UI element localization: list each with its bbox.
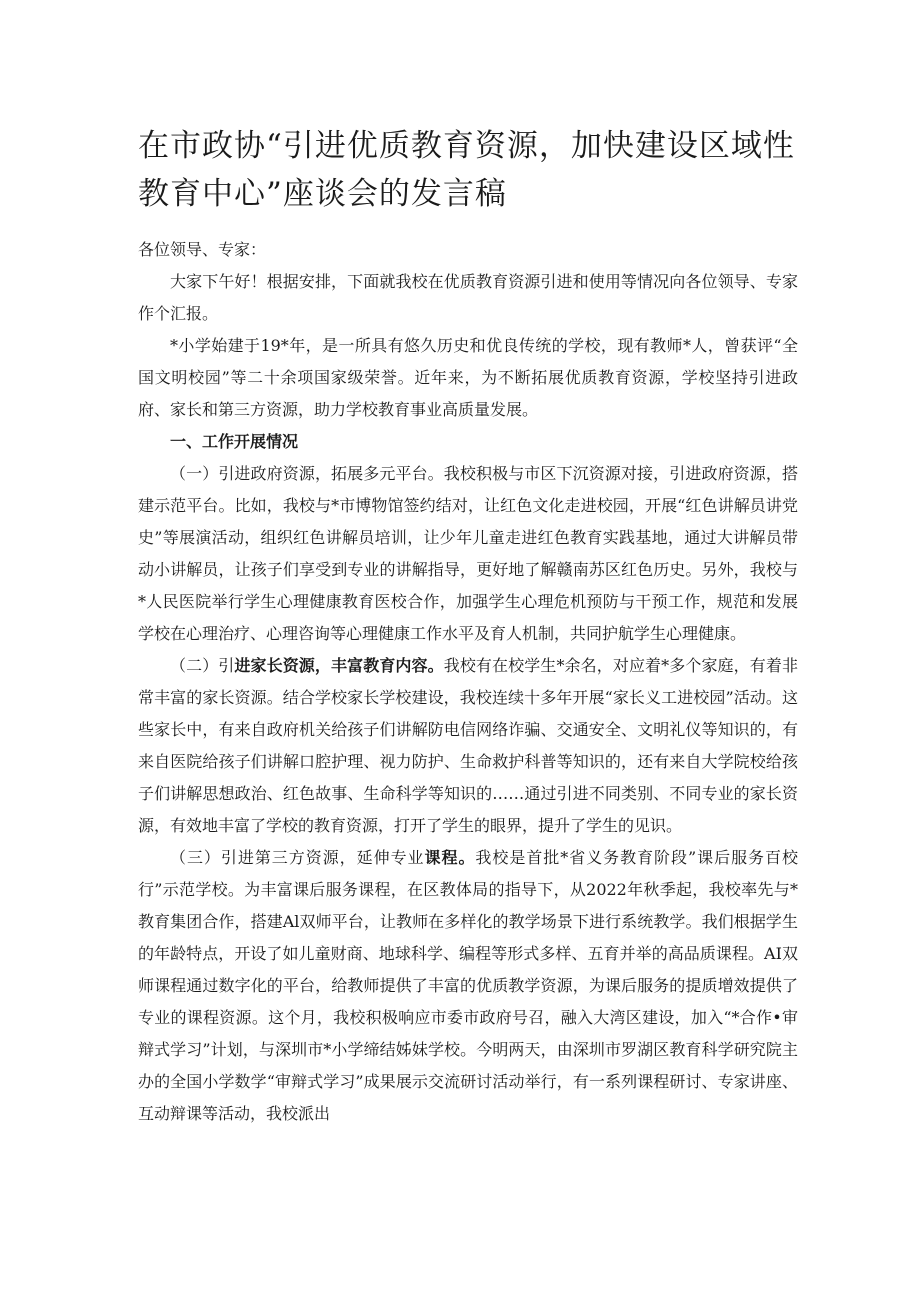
item-parent-prefix: （二）引 (170, 656, 235, 675)
salutation: 各位领导、专家： (138, 240, 267, 259)
document-title: 在市政协“引进优质教育资源，加快建设区域性教育中心”座谈会的发言稿 (138, 128, 795, 212)
intro-paragraph: *小学始建于19*年，是一所具有悠久历史和优良传统的学校，现有教师*人，曾获评“全国文明校园”等二十余项国家级荣誉。近年来，为不断拓展优质教育资源，学校坚持引进政府、家长和第三方资源，助力学校教育事业高质量发展。 (138, 336, 798, 419)
greeting-paragraph: 大家下午好！根据安排，下面就我校在优质教育资源引进和使用等情况向各位领导、专家作个汇报。 (138, 272, 798, 323)
item-third-party-rest: 我校是首批*省义务教育阶段”课后服务百校行”示范学校。为丰富课后服务课程，在区教体局的指导下，从2022年秋季起，我校率先与*教育集团合作，搭建Al双师平台，让教师在多样化的教学场景下进行系统教学。我们根据学生的年龄特点，开设了如儿童财商、地球科学、编程等形式多样、五育并举的高品质课程。AI双师课程通过数字化的平台，给教师提供了丰富的优质教学资源，为课后服务的提质增效提供了专业的课程资源。这个月，我校积极响应市委市政府号召，融入大湾区建设，加入“*合作•审辩式学习”计划，与深圳市*小学缔结姊妹学校。今明两天，由深圳市罗湖区教育科学研究院主办的全国小学数学“审辩式学习”成果展示交流研讨活动举行，有一系列课程研讨、专家讲座、互动辩课等活动，我校派出 (138, 848, 798, 1123)
section-heading-work-progress: 一、工作开展情况 (170, 432, 299, 451)
item-parent-rest: 我校有在校学生*余名，对应着*多个家庭，有着非常丰富的家长资源。结合学校家长学校建设，我校连续十多年开展“家长义工进校园”活动。这些家长中，有来自政府机关给孩子们讲解防电信网络诈骗、交通安全、文明礼仪等知识的，有来自医院给孩子们讲解口腔护理、视力防护、生命救护科普等知识的，还有来自大学院校给孩子们讲解思想政治、红色故事、生命科学等知识的……通过引进不同类别、不同专业的家长资源，有效地丰富了学校的教育资源，打开了学生的眼界，提升了学生的见识。 (138, 656, 798, 835)
item-parent-resources (138, 650, 798, 842)
item-third-party-bold-text: 课程。 (424, 848, 476, 867)
item-third-party-prefix: （三）引进第三方资源，延伸专业 (170, 848, 425, 867)
item-government-resources: （一）引进政府资源，拓展多元平台。我校积极与市区下沉资源对接，引进政府资源，搭建示范平台。比如，我校与*市博物馆签约结对，让红色文化走进校园，开展“红色讲解员讲党史”等展演活动，组织红色讲解员培训，让少年儿童走进红色教育实践基地，通过大讲解员带动小讲解员，让孩子们享受到专业的讲解指导，更好地了解赣南苏区红色历史。另外，我校与*人民医院举行学生心理健康教育医校合作，加强学生心理危机预防与干预工作，规范和发展学校在心理治疗、心理咨询等心理健康工作水平及育人机制，共同护航学生心理健康。 (138, 464, 798, 643)
item-third-party-resources (138, 842, 798, 1130)
document-body (138, 234, 798, 1130)
item-parent-bold-text: 进家长资源，丰富教育内容。 (234, 656, 444, 675)
